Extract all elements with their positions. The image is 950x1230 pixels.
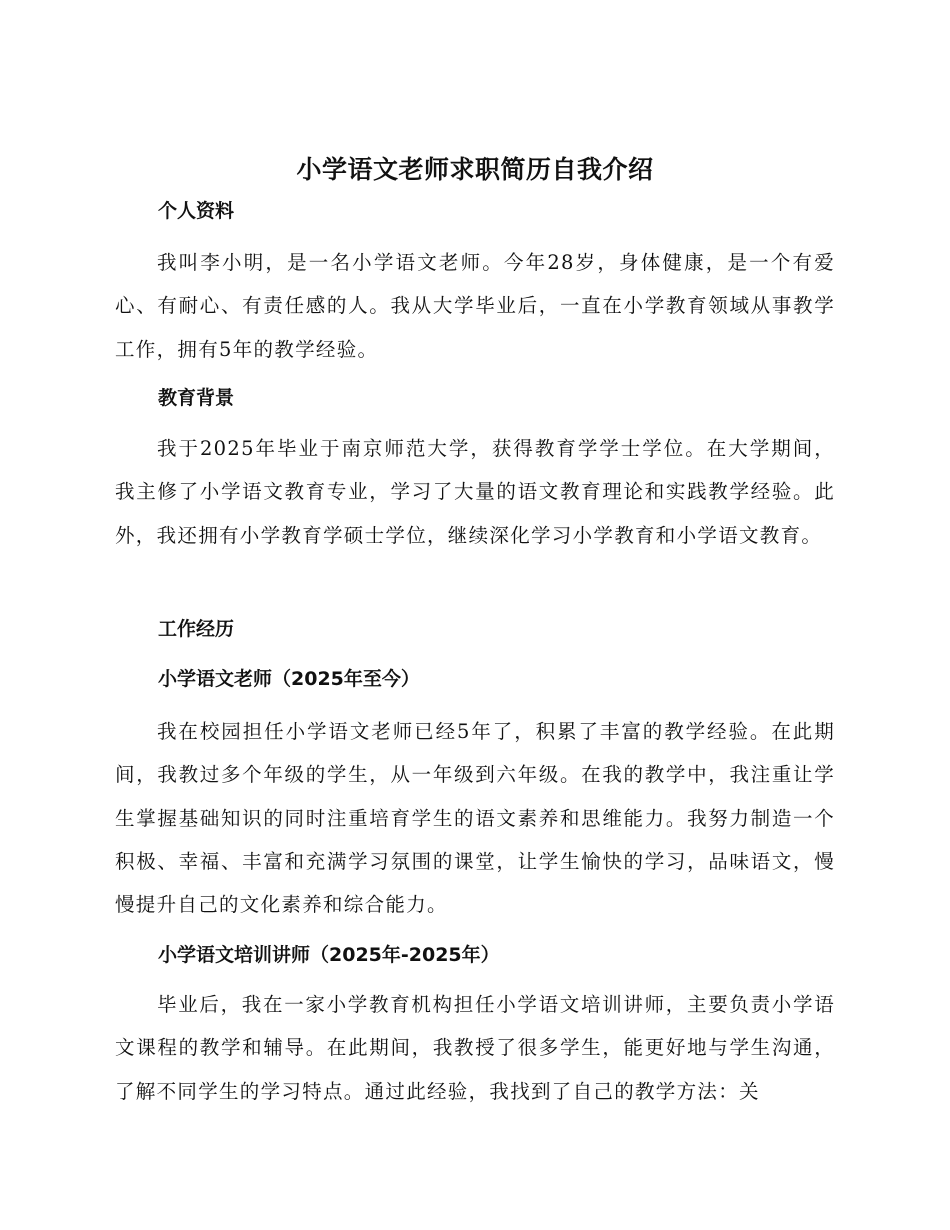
paragraph-training-lecturer: 毕业后，我在一家小学教育机构担任小学语文培训讲师，主要负责小学语文课程的教学和辅导。在此期间，我教授了很多学生，能更好地与学生沟通，了解不同学生的学习特点。通过此经验，我找到了自己的教学方法：关 (115, 993, 835, 1103)
paragraph-personal-info: 我叫李小明，是一名小学语文老师。今年28岁，身体健康，是一个有爱心、有耐心、有责任感的人。我从大学毕业后，一直在小学教育领域从事教学工作，拥有5年的教学经验。 (115, 251, 835, 361)
job-heading-training-lecturer: 小学语文培训讲师（2025年-2025年） (158, 944, 500, 966)
section-heading-personal-info: 个人资料 (158, 200, 235, 222)
section-heading-education: 教育背景 (158, 387, 235, 409)
paragraph-education: 我于2025年毕业于南京师范大学，获得教育学学士学位。在大学期间，我主修了小学语文教育专业，学习了大量的语文教育理论和实践教学经验。此外，我还拥有小学教育学硕士学位，继续深化学习小学教育和小学语文教育。 (115, 437, 835, 547)
paragraph-chinese-teacher: 我在校园担任小学语文老师已经5年了，积累了丰富的教学经验。在此期间，我教过多个年级的学生，从一年级到六年级。在我的教学中，我注重让学生掌握基础知识的同时注重培育学生的语文素养和思维能力。我努力制造一个积极、幸福、丰富和充满学习氛围的课堂，让学生愉快的学习，品味语文，慢慢提升自己的文化素养和综合能力。 (115, 720, 835, 917)
job-heading-chinese-teacher: 小学语文老师（2025年至今） (158, 668, 420, 690)
section-heading-work-experience: 工作经历 (158, 618, 235, 640)
document-title: 小学语文老师求职简历自我介绍 (296, 155, 654, 184)
